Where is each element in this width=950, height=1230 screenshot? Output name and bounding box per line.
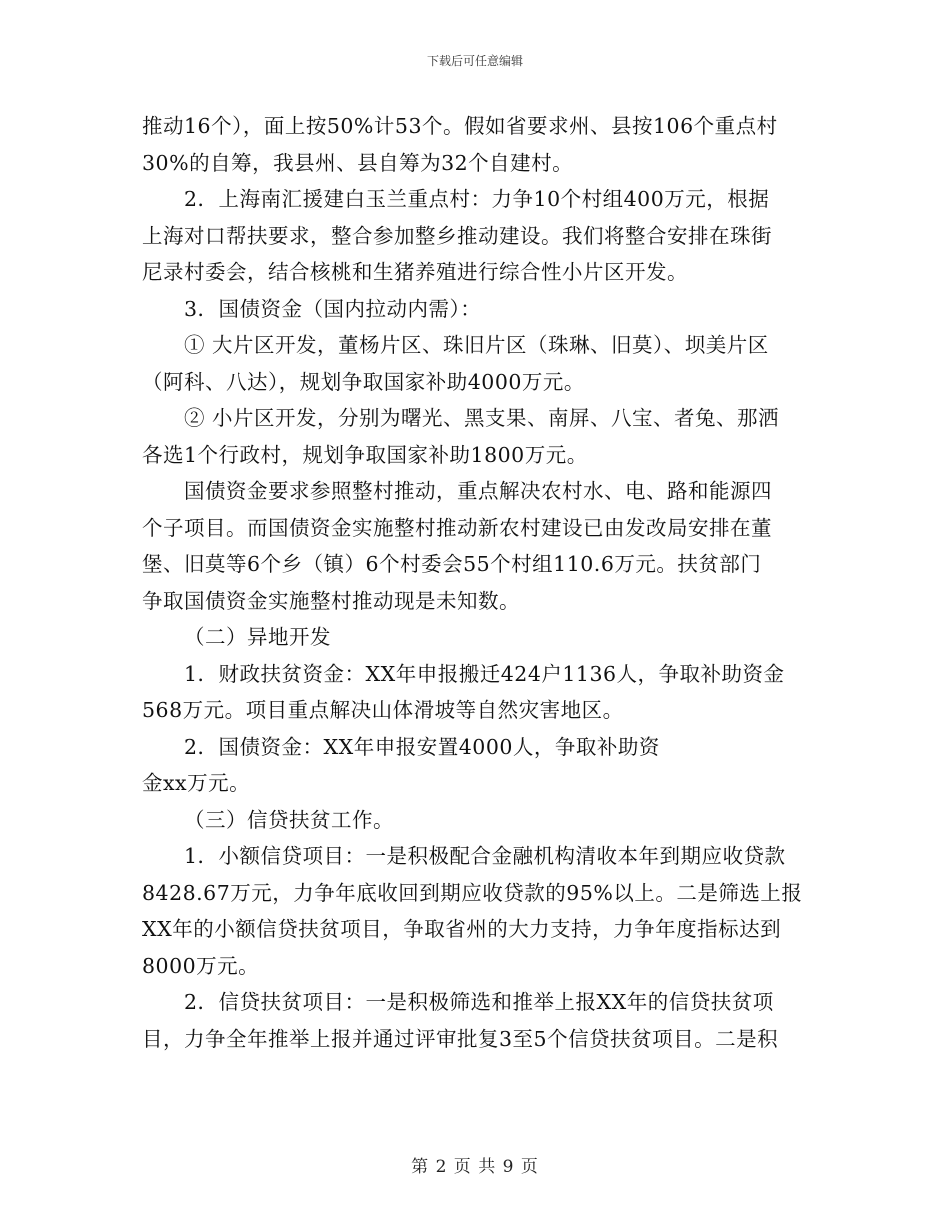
text-line: 8428.67万元，力争年底收回到期应收贷款的95%以上。二是筛选上报 (142, 880, 803, 905)
text-line: 3．国债资金（国内拉动内需）： (184, 296, 482, 321)
text-line: ② 小片区开发，分别为曙光、黑支果、南屏、八宝、者兔、那洒 (184, 406, 780, 430)
text-line: 推动16个），面上按50%计53个。假如省要求州、县按106个重点村 (142, 114, 778, 138)
text-line: 568万元。项目重点解决山体滑坡等自然灾害地区。 (142, 698, 624, 722)
text-line: 争取国债资金实施整村推动现是未知数。 (142, 588, 520, 613)
text-line: 1．财政扶贫资金：XX年申报搬迁424户1136人，争取补助资金 (184, 661, 785, 686)
text-line: 2．信贷扶贫项目：一是积极筛选和推举上报XX年的信贷扶贫项 (184, 990, 774, 1014)
document-body (142, 108, 812, 1057)
text-line: 个子项目。而国债资金实施整村推动新农村建设已由发改局安排在董 (142, 515, 772, 540)
text-line: 2．上海南汇援建白玉兰重点村：力争10个村组400万元，根据 (184, 187, 770, 211)
text-line: ① 大片区开发，董杨片区、珠旧片区（珠琳、旧莫）、坝美片区 (184, 333, 769, 357)
text-line: 国债资金要求参照整村推动，重点解决农村水、电、路和能源四 (184, 479, 772, 503)
page-footer: 第 2 页 共 9 页 (411, 1157, 539, 1177)
text-line: 30%的自筹，我县州、县自筹为32个自建村。 (142, 150, 574, 175)
text-line: 8000万元。 (142, 953, 260, 978)
text-line: XX年的小额信贷扶贫项目，争取省州的大力支持，力争年度指标达到 (142, 917, 782, 941)
text-line: 2．国债资金：XX年申报安置4000人，争取补助资 (184, 734, 660, 759)
text-line: 上海对口帮扶要求，整合参加整乡推动建设。我们将整合安排在珠街 (142, 223, 772, 248)
text-line: （阿科、八达），规划争取国家补助4000万元。 (142, 369, 585, 394)
text-line: 尼录村委会，结合核桃和生猪养殖进行综合性小片区开发。 (142, 260, 688, 284)
text-line: 金xx万元。 (142, 771, 251, 795)
section-heading: （三）信贷扶贫工作。 (184, 807, 394, 832)
text-line: 各选1个行政村，规划争取国家补助1800万元。 (142, 442, 588, 467)
page-header: 下载后可任意编辑 (426, 54, 523, 68)
text-line: 堡、旧莫等6个乡（镇）6个村委会55个村组110.6万元。扶贫部门 (142, 552, 762, 576)
section-heading: （二）异地开发 (184, 625, 331, 649)
text-line: 1．小额信贷项目：一是积极配合金融机构清收本年到期应收贷款 (184, 844, 786, 868)
text-line: 目，力争全年推举上报并通过评审批复3至5个信贷扶贫项目。二是积 (142, 1026, 779, 1051)
